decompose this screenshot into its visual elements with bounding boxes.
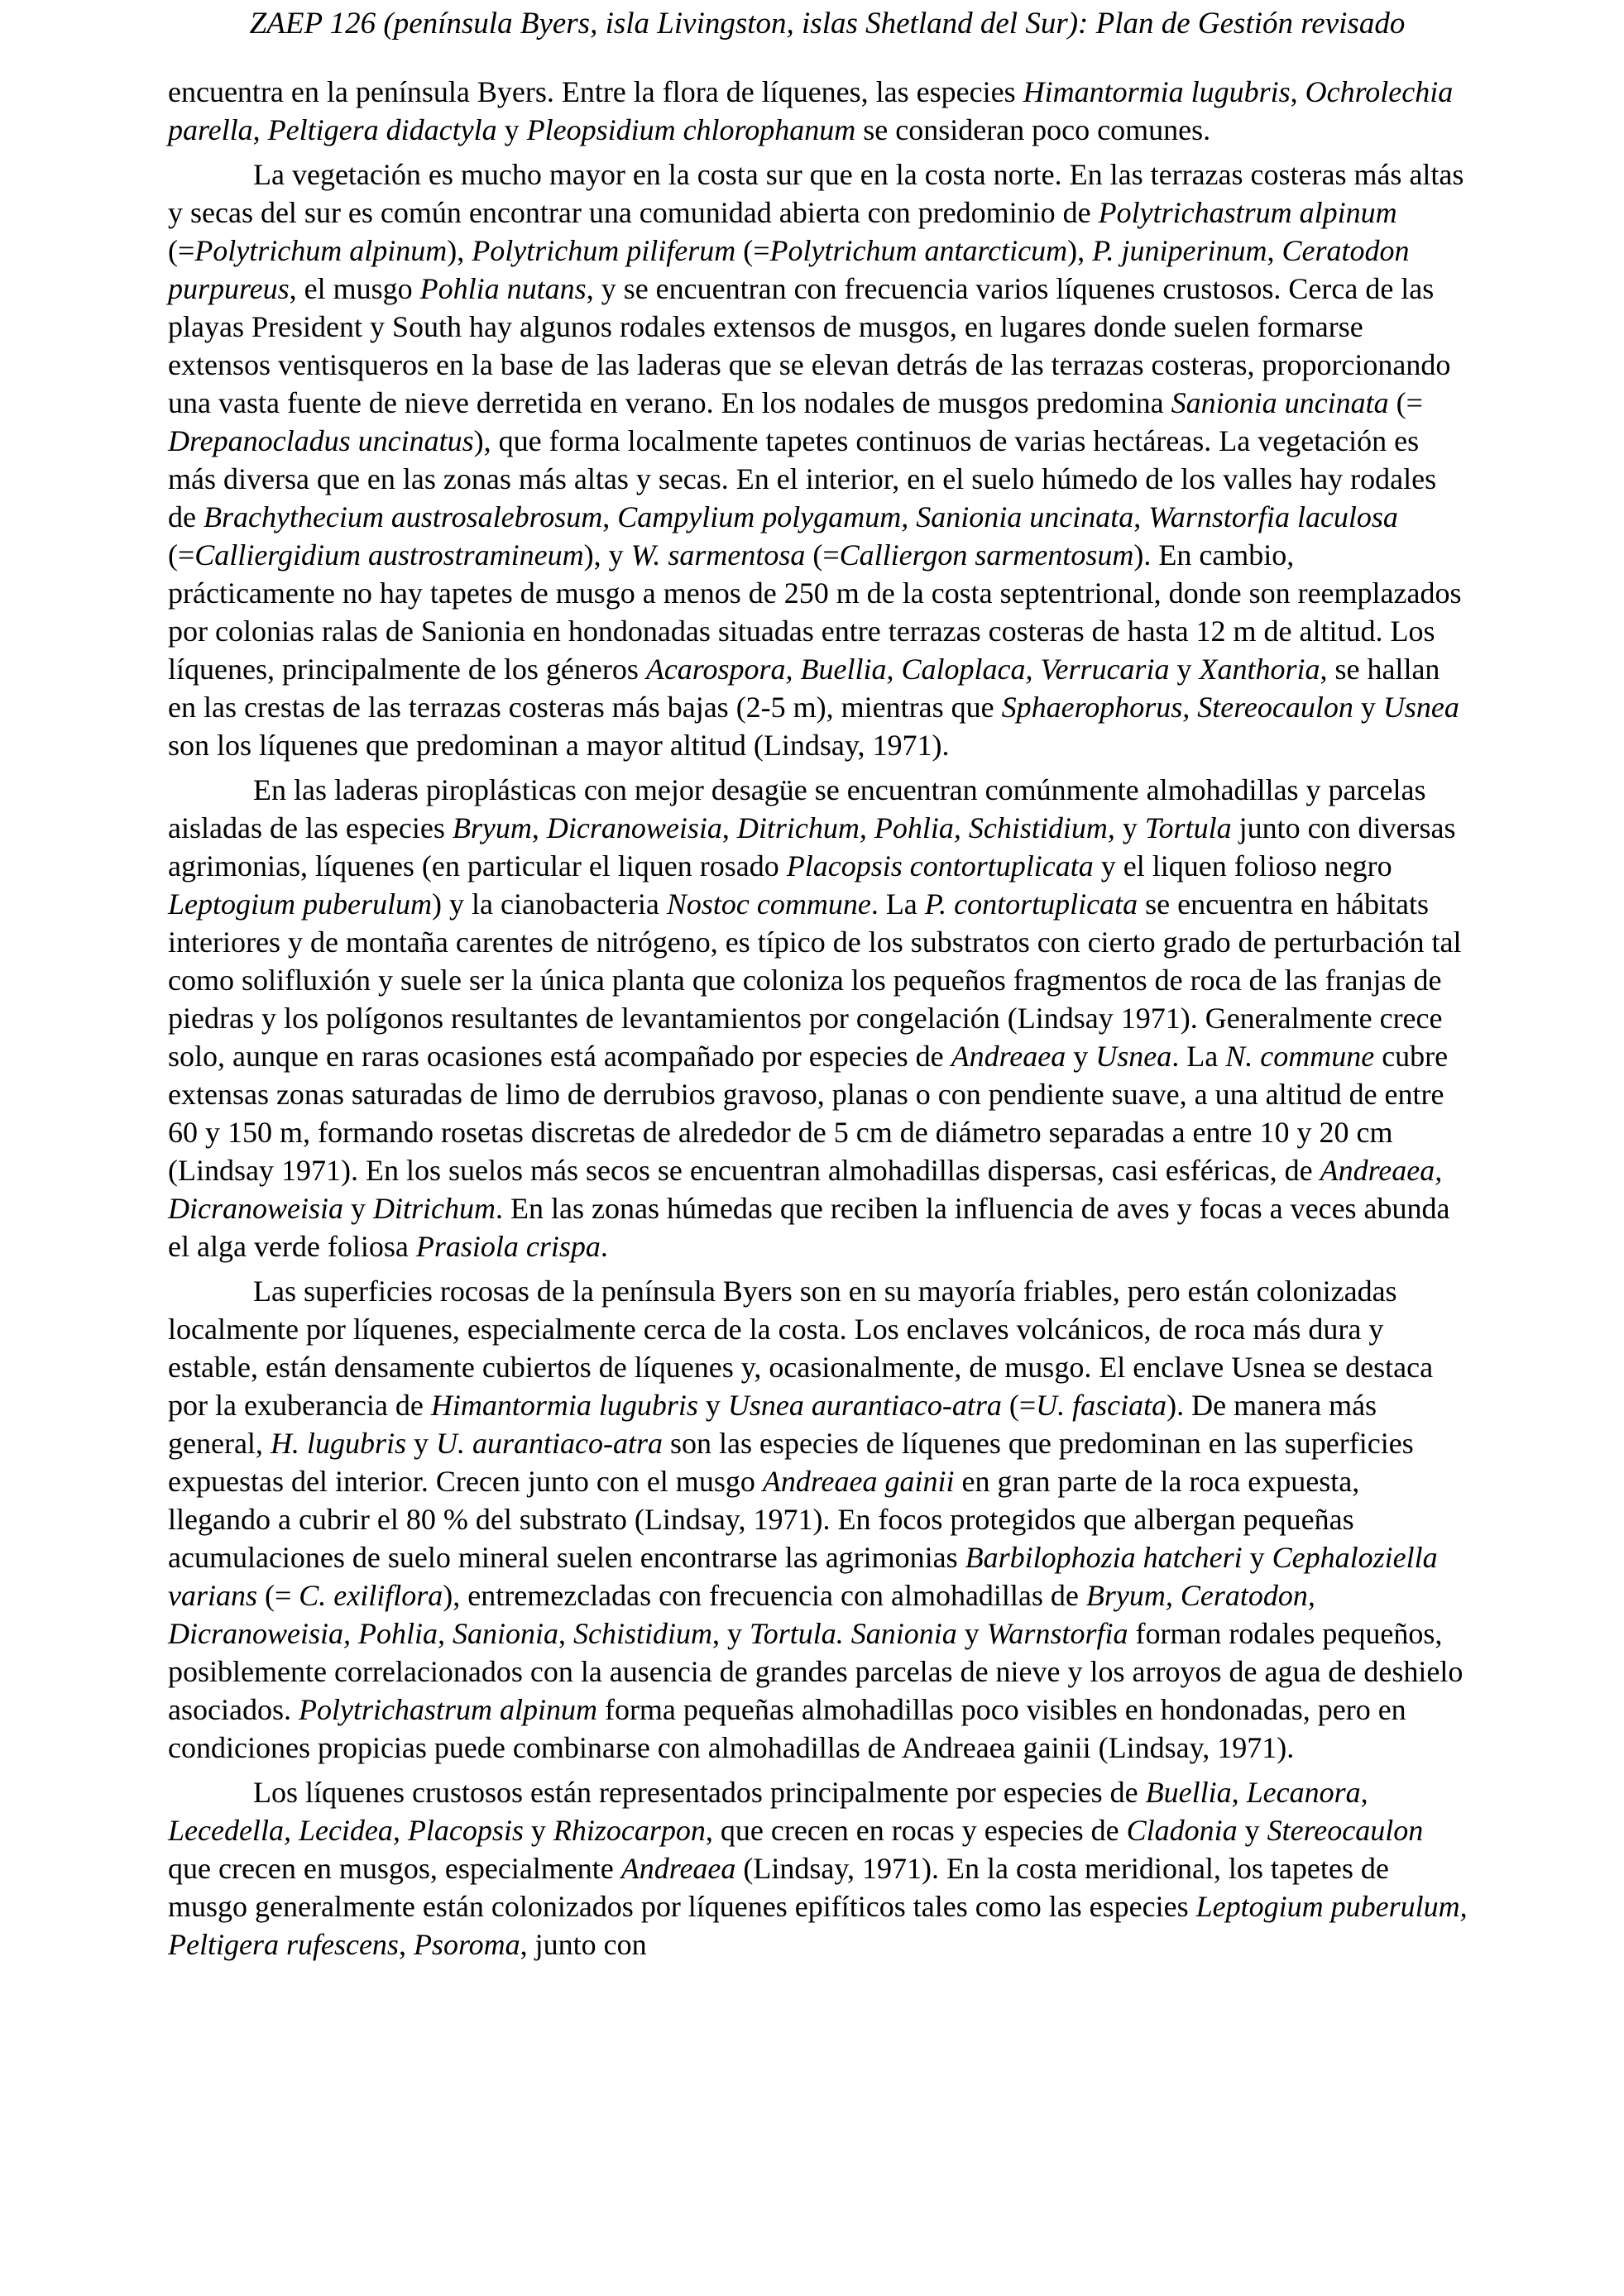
text-run: y — [1242, 1541, 1272, 1574]
text-run: , — [558, 1617, 573, 1650]
text-run: En las laderas piroplásticas con mejor desagüe se encuentran comúnmente almohadillas y parcelas aisladas de las especies — [168, 773, 1426, 844]
text-run: y — [956, 1617, 987, 1650]
italic-run: Andreaea, Dicranoweisia — [168, 1154, 1443, 1225]
italic-run: Polytrichum alpinum — [194, 234, 448, 267]
italic-run: Sanionia — [850, 1617, 957, 1650]
italic-run: Usnea — [1382, 691, 1459, 724]
italic-run: Cladonia — [1126, 1814, 1238, 1847]
text-run: y — [1114, 811, 1145, 844]
italic-run: Nostoc commune — [666, 887, 871, 921]
text-run: ). En cambio, prácticamente no hay tapetes de musgo a menos de 250 m de la costa septentrional, donde son reemplazados por colonias ralas de Sanionia en hondonadas situadas entre terrazas costeras de hasta 12 m de altitud. Los líquenes, principalmente de los géneros — [168, 538, 1462, 686]
italic-run: Usnea aurantiaco-atra — [727, 1389, 1002, 1422]
italic-run: Psoroma — [413, 1928, 520, 1961]
italic-run: Himantormia lugubris — [430, 1389, 698, 1422]
italic-run: Prasiola crispa — [415, 1230, 601, 1263]
text-run: Las superficies rocosas de la península Byers son en su mayoría friables, pero están colonizadas localmente por líquenes, especialmente cerca de la costa. Los enclaves volcánicos, de roca más dura y estable, están densamente cubiertos de líquenes y, ocasionalmente, de musgo. El enclave Usnea se destaca por la exuberancia de — [168, 1275, 1434, 1422]
italic-run: N. commune — [1225, 1040, 1375, 1073]
italic-run: P. contortuplicata — [924, 887, 1138, 921]
italic-run: Acarospora, Buellia, Caloplaca, Verrucaria — [645, 653, 1170, 686]
italic-run: Polytrichum antarcticum — [769, 234, 1068, 267]
italic-run: Brachythecium austrosalebrosum — [203, 500, 603, 533]
text-run: , — [1290, 75, 1305, 108]
text-run: . — [600, 1230, 608, 1263]
text-run: , el musgo — [289, 272, 420, 305]
text-run: y — [1066, 1040, 1096, 1073]
text-run: y — [405, 1427, 436, 1460]
italic-run: Drepanocladus uncinatus — [168, 424, 474, 457]
text-run: ), entremezcladas con frecuencia con almohadillas de — [443, 1579, 1086, 1612]
italic-run: Placopsis contortuplicata — [786, 849, 1094, 883]
italic-run: Ochrolechia parella — [168, 75, 1454, 146]
text-run: ), y — [583, 538, 631, 572]
text-run: Los líquenes crustosos están representados principalmente por especies de — [253, 1776, 1146, 1809]
text-run: encuentra en la península Byers. Entre la flora de líquenes, las especies — [168, 75, 1023, 108]
text-run: cubre extensas zonas saturadas de limo de derrubios gravoso, planas o con pendiente suave, a una altitud de entre 60 y 150 m, formando rosetas discretas de alrededor de 5 cm de diámetro separadas a entre 10 y 20 cm (Lindsay 1971). En los suelos más secos se encuentran almohadillas dispersas, casi esféricas, de — [168, 1040, 1449, 1187]
italic-run: Sphaerophorus, Stereocaulon — [1001, 691, 1353, 724]
italic-run: Leptogium puberulum, Peltigera rufescens — [168, 1890, 1468, 1961]
italic-run: Rhizocarpon — [553, 1814, 706, 1847]
text-run: , — [721, 811, 737, 844]
text-run: . La — [1171, 1040, 1226, 1073]
italic-run: Polytrichum piliferum — [472, 234, 736, 267]
italic-run: Xanthoria — [1199, 653, 1320, 686]
text-run: ), — [447, 234, 472, 267]
italic-run: U. aurantiaco-atra — [435, 1427, 663, 1460]
italic-run: Stereocaulon — [1267, 1814, 1424, 1847]
italic-run: H. lugubris — [270, 1427, 406, 1460]
text-run: y — [1237, 1814, 1267, 1847]
paragraph-3 — [168, 771, 1468, 1265]
italic-run: Calliergon sarmentosum — [839, 538, 1134, 572]
italic-run: Campylium polygamum, Sanionia uncinata — [617, 500, 1134, 533]
text-run: , — [252, 113, 268, 146]
text-run: y — [1353, 691, 1383, 724]
text-run: , — [531, 811, 547, 844]
italic-run: Pleopsidium chlorophanum — [526, 113, 856, 146]
italic-run: Calliergidium austrostramineum — [194, 538, 584, 572]
italic-run: Polytrichastrum alpinum — [298, 1693, 597, 1726]
text-run: (= — [1388, 386, 1423, 419]
text-run: y — [343, 1192, 373, 1225]
paragraph-5 — [168, 1773, 1468, 1964]
text-run: ) y la cianobacteria — [432, 887, 667, 921]
text-run: (= — [168, 234, 195, 267]
italic-run: Ceratodon purpureus — [168, 234, 1410, 305]
italic-run: Andreaea gainii — [762, 1465, 955, 1498]
italic-run: Cephaloziella varians — [168, 1541, 1438, 1612]
text-run: (= — [168, 538, 195, 572]
text-run: , se hallan en las crestas de las terrazas costeras más bajas (2-5 m), mientras que — [168, 653, 1440, 724]
text-run: . En las zonas húmedas que reciben la influencia de aves y focas a veces abunda el alga verde foliosa — [168, 1192, 1450, 1263]
text-run: ). De manera más general, — [168, 1389, 1377, 1460]
italic-run: Schistidium — [573, 1617, 712, 1650]
italic-run: W. sarmentosa — [630, 538, 806, 572]
text-run: forma pequeñas almohadillas poco visibles en hondonadas, pero en condiciones propicias puede combinarse con almohadillas de Andreaea gainii (Lindsay, 1971). — [168, 1693, 1406, 1764]
italic-run: Tortula. — [750, 1617, 844, 1650]
body-text — [168, 73, 1468, 1970]
text-run: (= — [735, 234, 770, 267]
italic-run: Andreaea — [620, 1852, 736, 1885]
italic-run: Barbilophozia hatcheri — [965, 1541, 1243, 1574]
italic-run: Usnea — [1095, 1040, 1172, 1073]
italic-run: Warnstorfia laculosa — [1148, 500, 1398, 533]
italic-run: U. fasciata — [1036, 1389, 1167, 1422]
running-header: ZAEP 126 (península Byers, isla Livingston, islas Shetland del Sur): Plan de Gestión revisado — [249, 7, 1406, 41]
text-run: (= — [257, 1579, 299, 1612]
text-run: , que crecen en rocas y especies de — [705, 1814, 1127, 1847]
text-run: , — [1267, 234, 1282, 267]
text-run: ), — [1067, 234, 1093, 267]
text-run: y — [496, 113, 527, 146]
italic-run: Tortula — [1144, 811, 1232, 844]
text-run: en gran parte de la roca expuesta, llegando a cubrir el 80 % del substrato (Lindsay, 1971). En focos protegidos que albergan pequeñas acumulaciones de suelo mineral suelen encontrarse las agrimonias — [168, 1465, 1360, 1574]
text-run: , — [602, 500, 618, 533]
text-run: La vegetación es mucho mayor en la costa sur que en la costa norte. En las terrazas costeras más altas y secas del sur es común encontrar una comunidad abierta con predominio de — [168, 158, 1464, 229]
italic-run: Dicranoweisia — [546, 811, 722, 844]
italic-run: Ditrichum — [373, 1192, 496, 1225]
text-run: (= — [1001, 1389, 1037, 1422]
text-run: , — [398, 1928, 414, 1961]
italic-run: Peltigera didactyla — [267, 113, 497, 146]
italic-run: Himantormia lugubris — [1023, 75, 1291, 108]
paragraph-2 — [168, 155, 1468, 764]
italic-run: Bryum — [452, 811, 532, 844]
text-run: junto con diversas agrimonias, líquenes (en particular el liquen rosado — [168, 811, 1456, 883]
italic-run: Sanionia uncinata — [1171, 386, 1389, 419]
text-run: y — [523, 1814, 553, 1847]
text-run: , junto con — [520, 1928, 647, 1961]
text-run: y — [697, 1389, 728, 1422]
text-run: , — [1133, 500, 1149, 533]
text-run: se encuentra en hábitats interiores y de montaña carentes de nitrógeno, es típico de los substratos con cierto grado de perturbación tal como solifluxión y suele ser la única planta que coloniza los pequeños fragmentos de roca de las franjas de piedras y los polígonos resultantes de levantamientos por congelación (Lindsay 1971). Generalmente crece solo, aunque en raras ocasiones está acompañado por especies de — [168, 887, 1462, 1073]
italic-run: C. exiliflora — [299, 1579, 443, 1612]
text-run: , y se encuentran con frecuencia varios líquenes crustosos. Cerca de las playas President y South hay algunos rodales extensos de musgos, en lugares donde suelen formarse extensos ventisqueros en la base de las laderas que se elevan detrás de las terrazas costeras, proporcionando una vasta fuente de nieve derretida en verano. En los nodales de musgos predomina — [168, 272, 1451, 419]
text-run: y — [1169, 653, 1200, 686]
italic-run: Andreaea — [951, 1040, 1066, 1073]
italic-run: Pohlia nutans — [419, 272, 587, 305]
text-run: y el liquen folioso negro — [1093, 849, 1392, 883]
paragraph-1 — [168, 73, 1468, 149]
text-run: (= — [805, 538, 840, 572]
text-run: , y — [712, 1617, 750, 1650]
italic-run: Leptogium puberulum — [168, 887, 432, 921]
text-run: son las especies de líquenes que predominan en las superficies expuestas del interior. Crecen junto con el musgo — [168, 1427, 1414, 1498]
italic-run: Warnstorfia — [986, 1617, 1128, 1650]
italic-run: Ditrichum, Pohlia, Schistidium, — [736, 811, 1115, 844]
text-run: que crecen en musgos, especialmente — [168, 1852, 621, 1885]
text-run: (Lindsay, 1971). En la costa meridional, los tapetes de musgo generalmente están colonizados por líquenes epifíticos tales como las especies — [168, 1852, 1389, 1923]
italic-run: Polytrichastrum alpinum — [1098, 196, 1397, 229]
italic-run: P. juniperinum — [1092, 234, 1267, 267]
text-run: son los líquenes que predominan a mayor altitud (Lindsay, 1971). — [168, 729, 950, 762]
text-run: ), que forma localmente tapetes continuos de varias hectáreas. La vegetación es más diversa que en las zonas más altas y secas. En el interior, en el suelo húmedo de los valles hay rodales de — [168, 424, 1437, 533]
text-run: forman rodales pequeños, posiblemente correlacionados con la ausencia de grandes parcelas de nieve y los arroyos de agua de deshielo asociados. — [168, 1617, 1464, 1726]
italic-run: Buellia, Lecanora, Lecedella, Lecidea, Placopsis — [168, 1776, 1368, 1847]
italic-run: Bryum, Ceratodon, Dicranoweisia, Pohlia, Sanionia — [168, 1579, 1315, 1650]
text-run — [844, 1617, 851, 1650]
paragraph-4 — [168, 1272, 1468, 1767]
text-run: se consideran poco comunes. — [855, 113, 1211, 146]
text-run: . La — [870, 887, 925, 921]
